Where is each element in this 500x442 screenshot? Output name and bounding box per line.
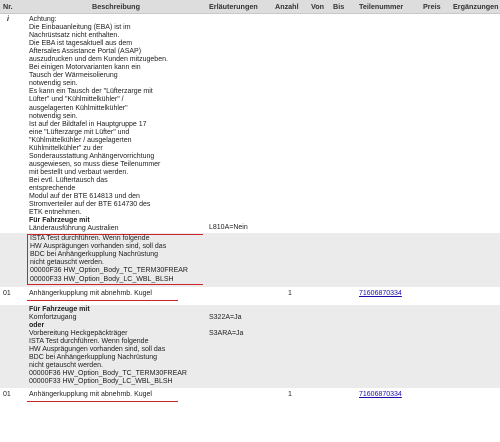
note-line: notwendig sein. bbox=[29, 112, 78, 120]
note-line: Ist auf der Bildtafel in Hauptgruppe 17 bbox=[29, 120, 147, 128]
note-line: Achtung: bbox=[29, 16, 57, 23]
ista-line: ISTA Test durchführen. Wenn folgende bbox=[30, 235, 150, 243]
ista-line: 00000F36 HW_Option_Body_TC_TERM30FREAR bbox=[29, 369, 187, 377]
condition-value: Länderausführung Australien bbox=[29, 225, 119, 233]
note-line: Modul auf der BTE 614813 und den bbox=[29, 193, 140, 201]
table-row[interactable] bbox=[0, 287, 500, 301]
ista-line: HW Ausprägungen vorhanden sind, soll das bbox=[30, 243, 167, 251]
condition-code bbox=[206, 14, 272, 234]
condition-code-text: S3ARA=Ja bbox=[209, 329, 244, 337]
item-desc bbox=[26, 287, 206, 301]
condition-row bbox=[0, 305, 500, 388]
table-row[interactable] bbox=[0, 388, 500, 402]
col-header-teilenummer[interactable]: Teilenummer bbox=[356, 0, 420, 14]
item-teilenummer bbox=[356, 287, 420, 301]
highlight-box bbox=[27, 234, 203, 284]
item-nr: 01 bbox=[0, 388, 26, 402]
col-header-von[interactable]: Von bbox=[308, 0, 330, 14]
ista-line: 00000F33 HW_Option_Body_LC_WBL_BLSH bbox=[30, 275, 174, 283]
col-header-preis[interactable]: Preis bbox=[420, 0, 450, 14]
part-number-link[interactable]: 71606870334 bbox=[359, 289, 402, 297]
note-line: "Kühlmittelkühler / ausgelagerten bbox=[29, 136, 132, 144]
condition-title: Für Fahrzeuge mit bbox=[29, 217, 90, 225]
ista-line: ISTA Test durchführen. Wenn folgende bbox=[29, 337, 149, 345]
note-line: Sonderausstattung Anhängervorrichtung bbox=[29, 152, 155, 160]
note-line: Aftersales Assistance Portal (ASAP) bbox=[29, 48, 142, 56]
ista-line: nicht getauscht werden. bbox=[29, 361, 103, 369]
note-line: ausgelagerten Kühlmittelkühler" bbox=[29, 104, 128, 112]
condition-title: Für Fahrzeuge mit bbox=[29, 305, 90, 313]
item-teilenummer bbox=[356, 388, 420, 402]
col-header-anzahl[interactable]: Anzahl bbox=[272, 0, 308, 14]
note-line: ausgewiesen, so muss diese Teilenummer bbox=[29, 160, 161, 168]
part-number-link[interactable]: 71606870334 bbox=[359, 391, 402, 399]
col-header-bis[interactable]: Bis bbox=[330, 0, 356, 14]
info-note-row bbox=[0, 14, 500, 234]
note-line: Tausch der Wärmeisolierung bbox=[29, 72, 118, 80]
condition-code-text: L810A=Nein bbox=[209, 224, 248, 232]
ista-note-row bbox=[0, 233, 500, 286]
ista-note-text bbox=[26, 233, 206, 286]
table-header-row bbox=[0, 0, 500, 14]
item-desc bbox=[26, 388, 206, 402]
note-line: entsprechende bbox=[29, 184, 76, 192]
condition-codes bbox=[206, 305, 272, 388]
condition-option: Komfortzugang bbox=[29, 313, 77, 321]
col-header-beschreibung[interactable]: Beschreibung bbox=[26, 0, 206, 14]
note-line: Nachrüstsatz nicht enthalten. bbox=[29, 32, 120, 40]
condition-or: oder bbox=[29, 321, 45, 329]
col-header-nr[interactable]: Nr. bbox=[0, 0, 26, 14]
ista-line: 00000F36 HW_Option_Body_TC_TERM30FREAR bbox=[30, 267, 188, 275]
note-line: Stromverteiler auf der BTE 614730 des bbox=[29, 201, 151, 209]
note-line: Lüfter" und "Kühlmittelkühler" / bbox=[29, 96, 124, 104]
condition-option: Vorbereitung Heckgepäckträger bbox=[29, 329, 128, 337]
item-desc-text: Anhängerkupplung mit abnehmb. Kugel bbox=[27, 388, 178, 402]
note-line: Die Einbauanleitung (EBA) ist im bbox=[29, 24, 131, 32]
ista-line: nicht getauscht werden. bbox=[30, 259, 104, 267]
ista-line: HW Ausprägungen vorhanden sind, soll das bbox=[29, 345, 166, 353]
note-line: eine "Lüfterzarge mit Lüfter" und bbox=[29, 128, 130, 136]
note-line: notwendig sein. bbox=[29, 80, 78, 88]
item-anzahl: 1 bbox=[272, 287, 308, 301]
note-line: ETK entnehmen. bbox=[29, 209, 82, 217]
condition-code-text: S322A=Ja bbox=[209, 313, 242, 321]
col-header-erlaeuterungen[interactable]: Erläuterungen bbox=[206, 0, 272, 14]
info-note-text bbox=[26, 14, 206, 234]
note-line: Kühlmittelkühler" zu der bbox=[29, 144, 103, 152]
note-line: Bei einigen Motorvarianten kann ein bbox=[29, 64, 141, 72]
ista-line: BDC bei Anhängerkupplung Nachrüstung bbox=[30, 251, 159, 259]
note-line: auszudrucken und dem Kunden mitzugeben. bbox=[29, 56, 168, 64]
note-line: Bei evtl. Lüftertausch das bbox=[29, 176, 108, 184]
note-line: Die EBA ist tagesaktuell aus dem bbox=[29, 40, 133, 48]
item-anzahl: 1 bbox=[272, 388, 308, 402]
col-header-ergaenzungen[interactable]: Ergänzungen bbox=[450, 0, 500, 14]
item-desc-text: Anhängerkupplung mit abnehmb. Kugel bbox=[27, 287, 178, 301]
ista-line: BDC bei Anhängerkupplung Nachrüstung bbox=[29, 353, 158, 361]
note-line: mit bestellt und verbaut werden. bbox=[29, 168, 129, 176]
item-nr: 01 bbox=[0, 287, 26, 301]
note-line: Es kann ein Tausch der "Lüfterzarge mit bbox=[29, 88, 153, 96]
condition-text bbox=[26, 305, 206, 388]
info-icon: i bbox=[0, 14, 26, 234]
ista-line: 00000F33 HW_Option_Body_LC_WBL_BLSH bbox=[29, 377, 173, 385]
